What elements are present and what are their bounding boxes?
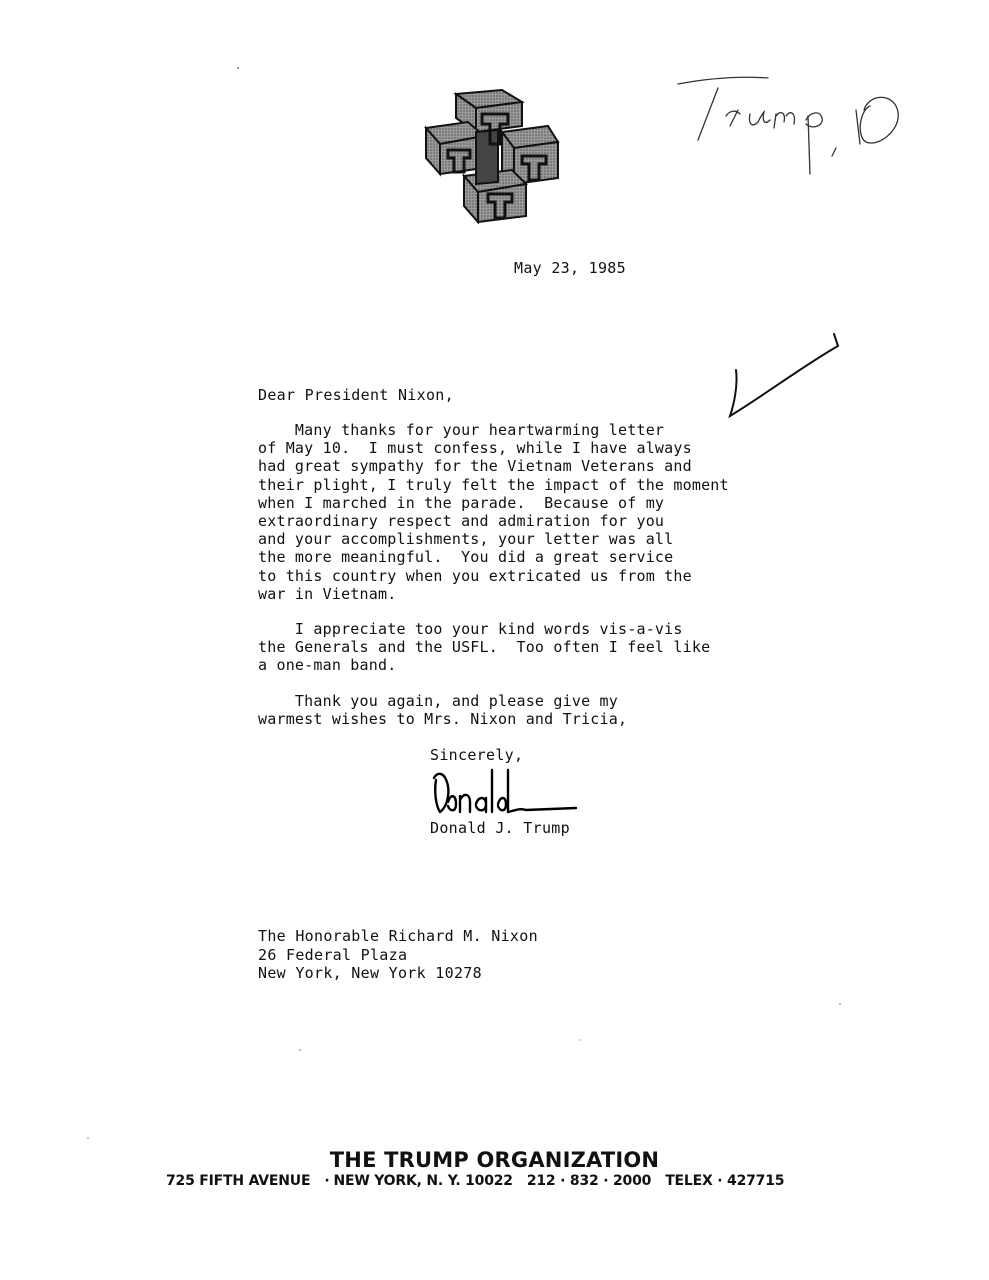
paragraph-line: of May 10. I must confess, while I have always bbox=[258, 439, 692, 458]
paragraph-line: a one-man band. bbox=[258, 656, 397, 675]
paragraph-line: their plight, I truly felt the impact of the moment bbox=[258, 475, 729, 494]
letterhead-organization: THE TRUMP ORGANIZATION bbox=[329, 1148, 660, 1172]
letterhead-telex: TELEX · 427715 bbox=[665, 1173, 785, 1189]
letterhead-phone: 212 · 832 · 2000 bbox=[526, 1173, 652, 1189]
paragraph-line: I appreciate too your kind words vis-a-vis bbox=[258, 620, 683, 638]
paragraph-line: the more meaningful. You did a great service bbox=[258, 548, 674, 567]
letterhead-street: 725 FIFTH AVENUE bbox=[166, 1173, 311, 1189]
paragraph-line: war in Vietnam. bbox=[258, 584, 397, 603]
paragraph-line: extraordinary respect and admiration for you bbox=[258, 512, 665, 531]
recipient-street: 26 Federal Plaza bbox=[258, 945, 408, 964]
letterhead-city: NEW YORK, N. Y. 10022 bbox=[333, 1173, 513, 1189]
paragraph-line: Many thanks for your heartwarming letter bbox=[258, 421, 665, 439]
letter-date: May 23, 1985 bbox=[514, 259, 626, 277]
paragraph-line: to this country when you extricated us from the bbox=[258, 566, 692, 585]
paragraph-line: had great sympathy for the Vietnam Veterans and bbox=[258, 457, 692, 476]
paragraph-line: warmest wishes to Mrs. Nixon and Tricia, bbox=[258, 710, 628, 729]
paragraph-line: when I marched in the parade. Because of my bbox=[258, 493, 665, 512]
letterhead-separator: · bbox=[324, 1173, 330, 1189]
paragraph-line: the Generals and the USFL. Too often I feel like bbox=[258, 638, 711, 657]
closing: Sincerely, bbox=[430, 746, 524, 764]
typed-signature-name: Donald J. Trump bbox=[430, 819, 570, 837]
paragraph-line: and your accomplishments, your letter was all bbox=[258, 530, 674, 549]
recipient-name: The Honorable Richard M. Nixon bbox=[258, 927, 538, 945]
recipient-city: New York, New York 10278 bbox=[258, 964, 482, 982]
paragraph-line: Thank you again, and please give my bbox=[258, 692, 618, 710]
salutation: Dear President Nixon, bbox=[258, 386, 454, 404]
